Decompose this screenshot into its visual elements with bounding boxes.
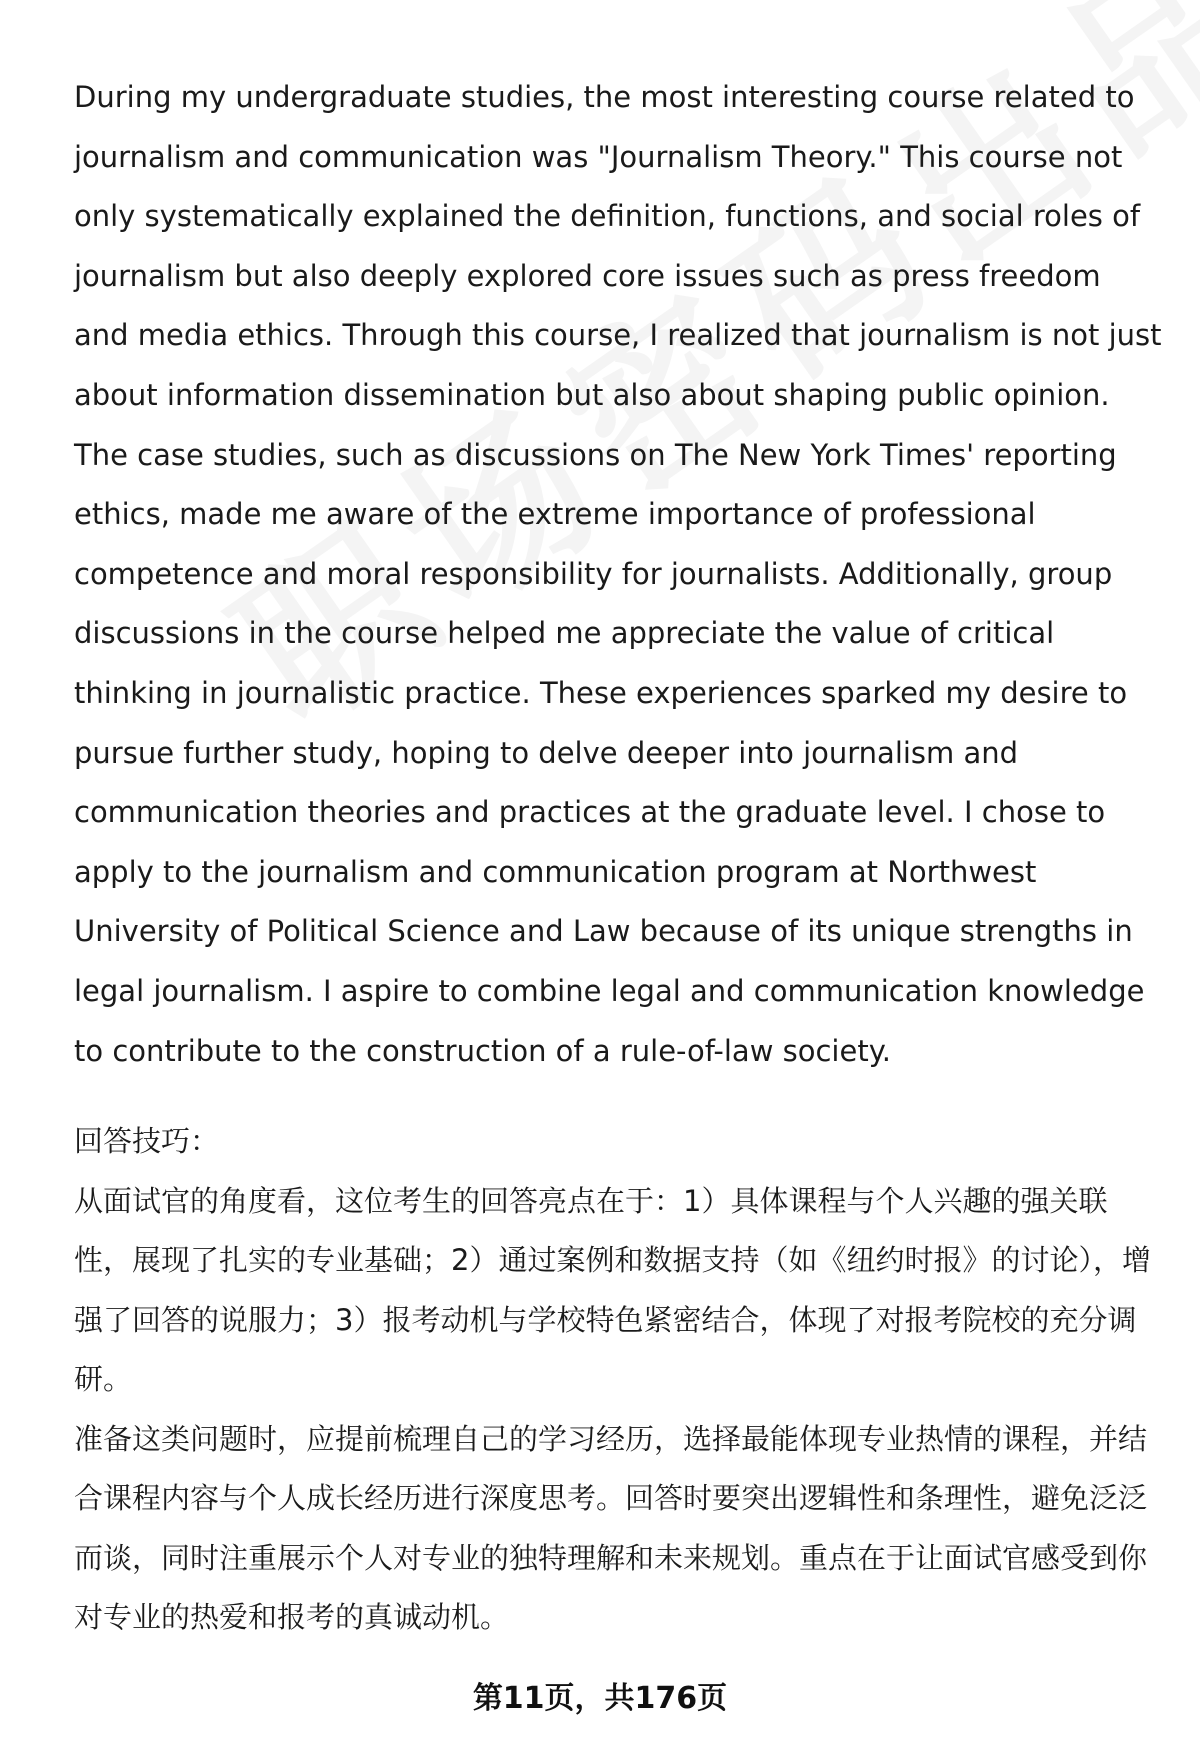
answer-paragraph: During my undergraduate studies, the most interesting course related to journalism and communication was "Journalism Theory." This course not only systematically explained the definition, functions, and social roles of journalism but also deeply explored core issues such as press freedom and media ethics. Through this course, I realized that journalism is not just about information dissemination but also about shaping public opinion. The case studies, such as discussions on The New York Times' reporting ethics, made me aware of the extreme importance of professional competence and moral responsibility for journalists. Additionally, group discussions in the course helped me appreciate the value of critical thinking in journalistic practice. These experiences sparked my desire to pursue further study, hoping to delve deeper into journalism and communication theories and practices at the graduate level. I chose to apply to the journalism and communication program at Northwest University of Political Science and Law because of its unique strengths in legal journalism. I aspire to combine legal and communication knowledge to contribute to the construction of a rule-of-law society.: [74, 80, 1162, 1068]
page-number: 第11页，共176页: [472, 1681, 728, 1716]
tips-paragraph-1: 从面试官的角度看，这位考生的回答亮点在于：1）具体课程与个人兴趣的强关联性，展现了扎实的专业基础；2）通过案例和数据支持（如《纽约时报》的讨论），增强了回答的说服力；3）报考动机与学校特色紧密结合，体现了对报考院校的充分调研。: [74, 1183, 1151, 1396]
tips-paragraph-2: 准备这类问题时，应提前梳理自己的学习经历，选择最能体现专业热情的课程，并结合课程内容与个人成长经历进行深度思考。回答时要突出逻辑性和条理性，避免泛泛而谈，同时注重展示个人对专业的独特理解和未来规划。重点在于让面试官感受到你对专业的热爱和报考的真诚动机。: [74, 1421, 1148, 1634]
tips-section: [74, 1112, 1154, 1648]
tips-heading: 回答技巧：: [74, 1124, 220, 1158]
